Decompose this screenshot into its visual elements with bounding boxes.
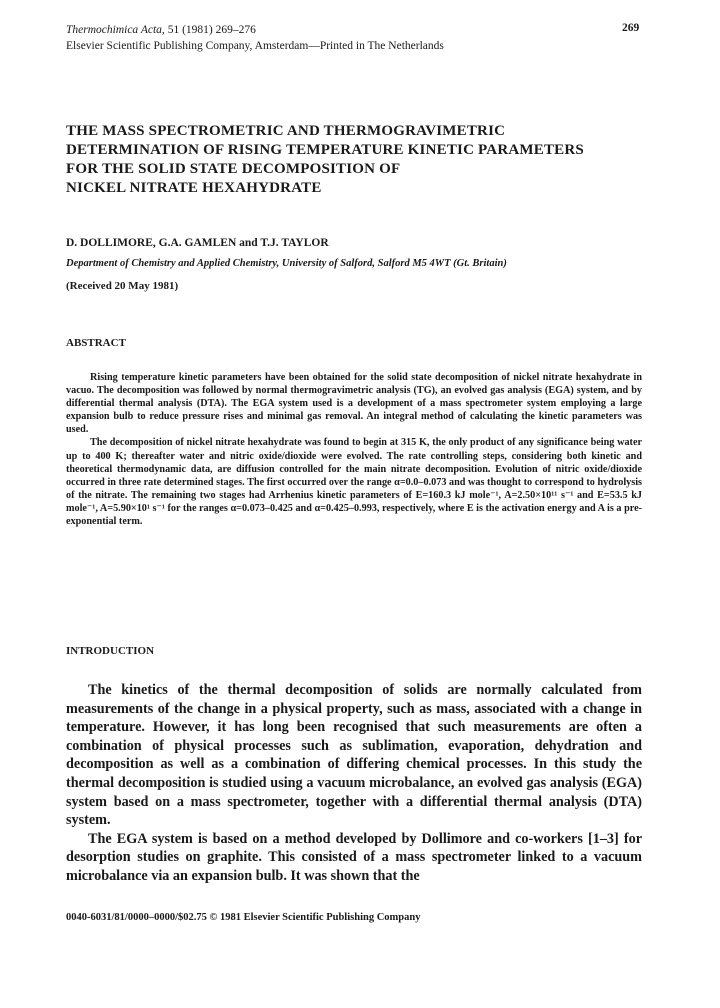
journal-citation: 51 (1981) 269–276 <box>167 24 256 36</box>
title-line: THE MASS SPECTROMETRIC AND THERMOGRAVIMETRIC <box>66 123 506 139</box>
abstract-paragraph: Rising temperature kinetic parameters have been obtained for the solid state decomposition of nickel nitrate hexahydrate in vacuo. The decomposition was followed by normal thermogravimetric analysis (TG), an evolved gas analysis (EGA) system, and by differential thermal analysis (DTA). The EGA system used is a development of a mass spectrometer system employing a large expansion bulb to reduce pressure rises and minimal gas removal. An integral method of calculating the kinetic parameters was used. <box>66 372 642 436</box>
article-title <box>66 122 646 198</box>
affiliation: Department of Chemistry and Applied Chemistry, University of Salford, Salford M5 4WT (Gt. Britain) <box>66 258 507 269</box>
journal-name: Thermochimica Acta, <box>66 24 165 36</box>
title-line: FOR THE SOLID STATE DECOMPOSITION OF <box>66 161 401 177</box>
introduction-heading: INTRODUCTION <box>66 645 155 657</box>
abstract-paragraph: The decomposition of nickel nitrate hexahydrate was found to begin at 315 K, the only product of any significance being water up to 400 K; thereafter water and nitric oxide/dioxide were evolved. The rate controlling steps, considering both kinetic and theoretical thermodynamic data, are diffusion controlled for the main nitrate decomposition. Evolution of nitric oxide/dioxide occurred in three rate determined stages. The first occurred over the range α=0.0–0.073 and was thought to correspond to hydrolysis of the nitrate. The remaining two stages had Arrhenius kinetic parameters of E=160.3 kJ mole⁻¹, A=2.50×10¹¹ s⁻¹ and E=53.5 kJ mole⁻¹, A=5.90×10¹ s⁻¹ for the ranges α=0.073–0.425 and α=0.425–0.993, respectively, where E is the activation energy and A is a pre-exponential term. <box>66 437 642 528</box>
publisher-line: Elsevier Scientific Publishing Company, Amsterdam—Printed in The Netherlands <box>66 40 444 52</box>
page-number: 269 <box>622 22 640 34</box>
introduction-body <box>66 681 642 886</box>
copyright-footer: 0040-6031/81/0000–0000/$02.75 © 1981 Elsevier Scientific Publishing Company <box>66 912 421 923</box>
title-line: NICKEL NITRATE HEXAHYDRATE <box>66 180 322 196</box>
title-line: DETERMINATION OF RISING TEMPERATURE KINETIC PARAMETERS <box>66 142 584 158</box>
author-list: D. DOLLIMORE, G.A. GAMLEN and T.J. TAYLOR <box>66 237 329 249</box>
abstract-heading: ABSTRACT <box>66 337 126 349</box>
introduction-paragraph: The EGA system is based on a method developed by Dollimore and co-workers [1–3] for desorption studies on graphite. This consisted of a mass spectrometer linked to a vacuum microbalance via an expansion bulb. It was shown that the <box>66 830 642 884</box>
introduction-paragraph: The kinetics of the thermal decomposition of solids are normally calculated from measurements of the change in a physical property, such as mass, associated with a change in temperature. However, it has long been recognised that such measurements are often a combination of physical processes such as sublimation, evaporation, dehydration and decomposition as well as a combination of differing chemical processes. In this study the thermal decomposition is studied using a vacuum microbalance, an evolved gas analysis (EGA) system based on a mass spectrometer, together with a differential thermal analysis (DTA) system. <box>66 682 642 829</box>
running-header <box>66 22 444 54</box>
abstract-body <box>66 371 642 528</box>
received-date: (Received 20 May 1981) <box>66 280 179 292</box>
